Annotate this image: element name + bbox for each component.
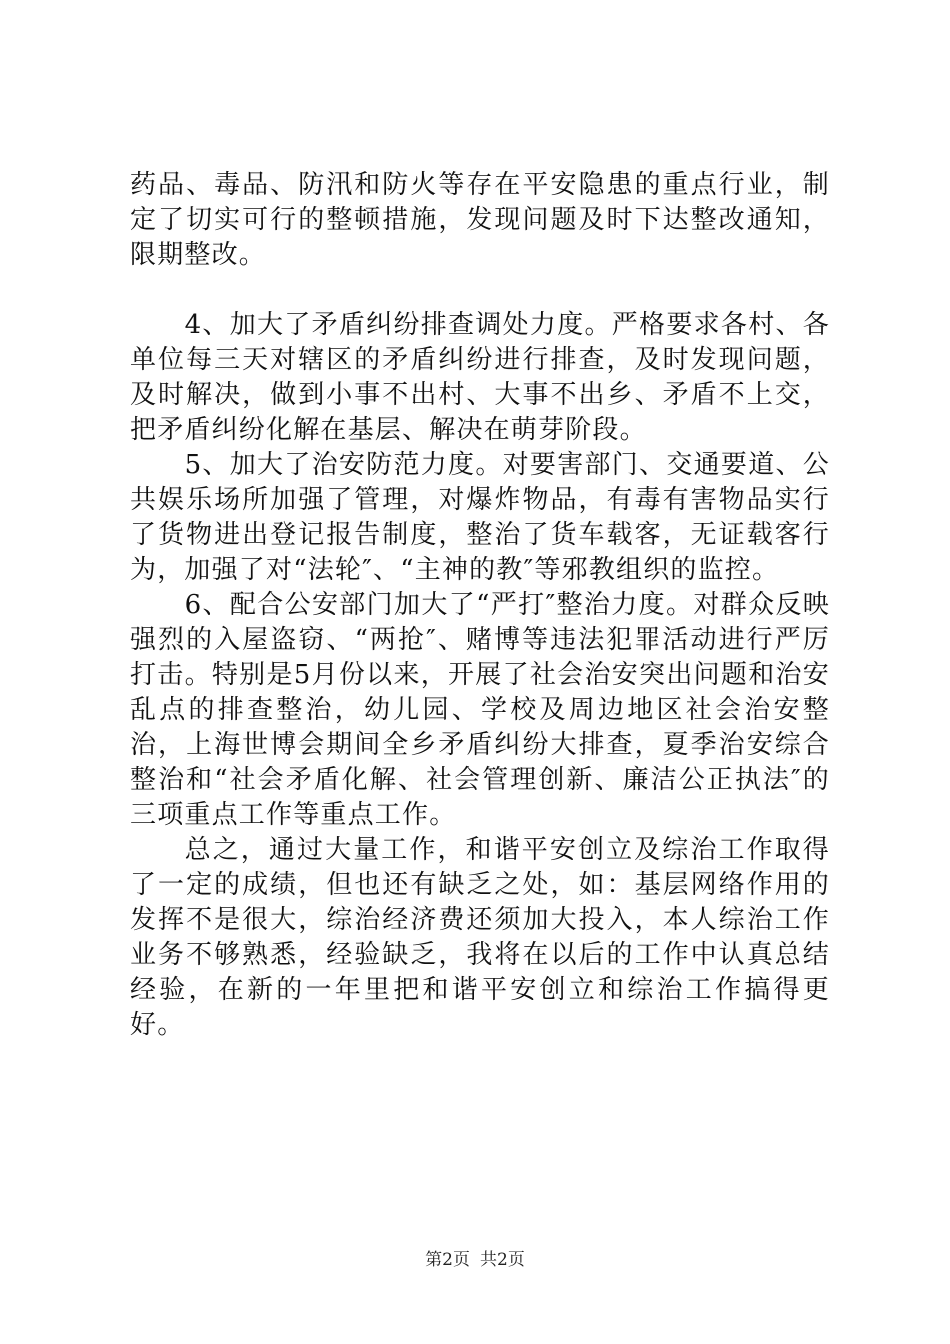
page-total: 共2页	[480, 1250, 525, 1270]
page-footer	[0, 1245, 950, 1270]
paragraph-continuation: 药品、毒品、防汛和防火等存在平安隐患的重点行业，制定了切实可行的整顿措施，发现问题及时下达整改通知，限期整改。	[130, 170, 830, 270]
paragraph-item-5: 5、加大了治安防范力度。对要害部门、交通要道、公共娱乐场所加强了管理，对爆炸物品，有毒有害物品实行了货物进出登记报告制度，整治了货车载客，无证载客行为，加强了对“法轮″、“主神的教″等邪教组织的监控。	[130, 450, 830, 585]
paragraph-summary: 总之，通过大量工作，和谐平安创立及综治工作取得了一定的成绩，但也还有缺乏之处，如：基层网络作用的发挥不是很大，综治经济费还须加大投入，本人综治工作业务不够熟悉，经验缺乏，我将在以后的工作中认真总结经验，在新的一年里把和谐平安创立和综治工作搞得更好。	[130, 835, 830, 1040]
document-body	[130, 168, 830, 1043]
paragraph-item-4: 4、加大了矛盾纠纷排查调处力度。严格要求各村、各单位每三天对辖区的矛盾纠纷进行排查，及时发现问题，及时解决，做到小事不出村、大事不出乡、矛盾不上交，把矛盾纠纷化解在基层、解决在萌芽阶段。	[130, 310, 830, 445]
page-number: 第2页	[425, 1250, 470, 1270]
paragraph-item-6: 6、配合公安部门加大了“严打″整治力度。对群众反映强烈的入屋盗窃、“两抢″、赌博等违法犯罪活动进行严厉打击。特别是5月份以来，开展了社会治安突出问题和治安乱点的排查整治，幼儿园、学校及周边地区社会治安整治，上海世博会期间全乡矛盾纠纷大排查，夏季治安综合整治和“社会矛盾化解、社会管理创新、廉洁公正执法″的三项重点工作等重点工作。	[130, 590, 830, 830]
paragraph-gap	[130, 273, 830, 308]
